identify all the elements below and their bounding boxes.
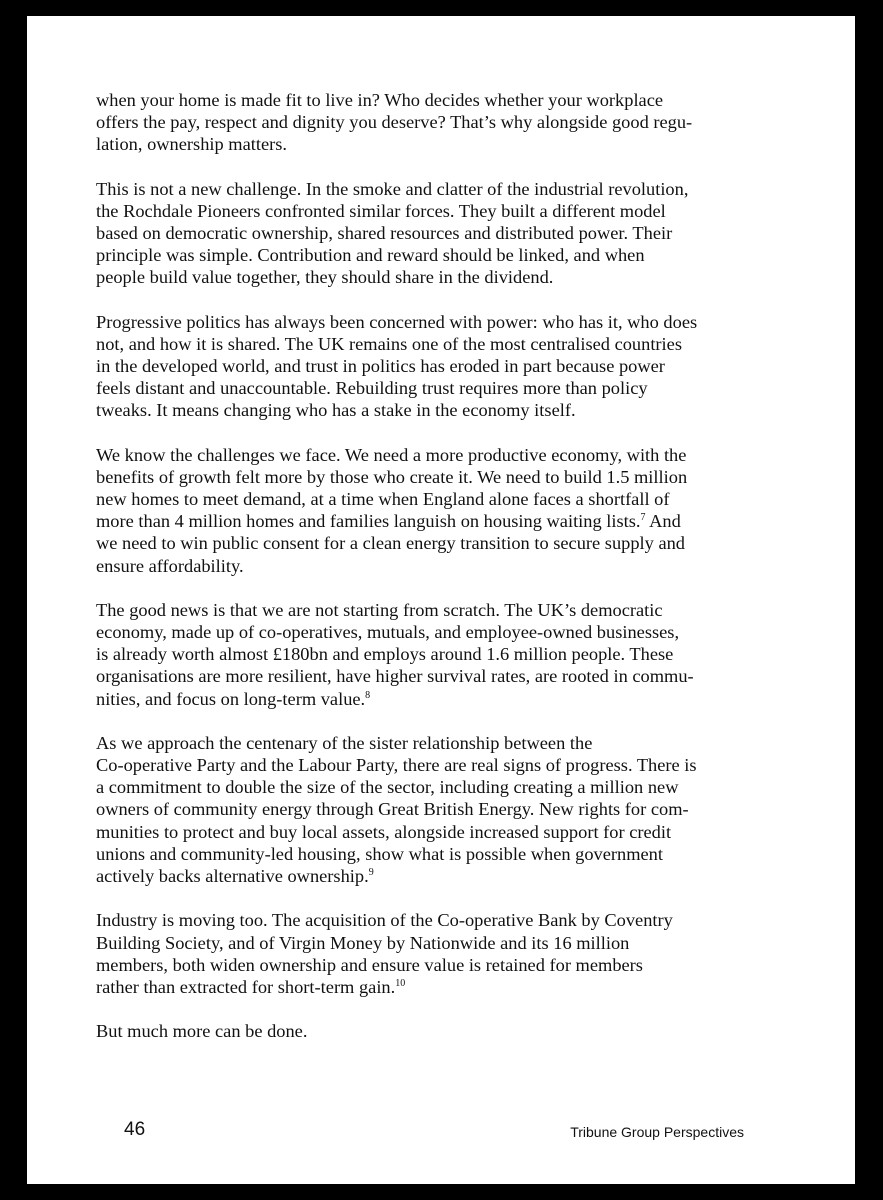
line-text: munities to protect and buy local assets, alongside increased support for credit	[96, 821, 672, 842]
line-text: new homes to meet demand, at a time when England alone faces a shortfall of	[96, 489, 670, 510]
text-line	[96, 843, 751, 865]
text-line	[96, 555, 751, 577]
text-line	[96, 510, 751, 532]
text-line	[96, 399, 751, 421]
line-text: Building Society, and of Virgin Money by Nationwide and its 16 million	[96, 932, 630, 953]
line-text: actively backs alternative ownership.	[96, 866, 369, 887]
line-text: nities, and focus on long-term value.	[96, 688, 366, 709]
text-line	[96, 266, 751, 288]
line-text: As we approach the centenary of the sister relationship between the	[96, 732, 593, 753]
text-line	[96, 133, 751, 155]
body-text	[96, 89, 751, 1064]
text-line	[96, 355, 751, 377]
text-line	[96, 311, 751, 333]
line-text: unions and community-led housing, show what is possible when government	[96, 843, 663, 864]
text-line	[96, 954, 751, 976]
text-line	[96, 865, 751, 887]
text-line	[96, 665, 751, 687]
line-text: when your home is made fit to live in? Who decides whether your workplace	[96, 90, 664, 110]
page-number: 46	[124, 1119, 146, 1140]
paragraph	[96, 311, 751, 422]
text-line	[96, 754, 751, 776]
line-text: Industry is moving too. The acquisition of the Co-operative Bank by Coventry	[96, 910, 673, 931]
line-text: principle was simple. Contribution and reward should be linked, and when	[96, 245, 645, 266]
text-line	[96, 488, 751, 510]
line-text: We know the challenges we face. We need a more productive economy, with the	[96, 444, 687, 465]
line-text-continued: And	[645, 511, 681, 532]
line-text: owners of community energy through Great British Energy. New rights for com-	[96, 799, 689, 820]
line-text: the Rochdale Pioneers confronted similar forces. They built a different model	[96, 200, 666, 221]
text-line	[96, 599, 751, 621]
text-line	[96, 909, 751, 931]
line-text: rather than extracted for short-term gain.	[96, 976, 396, 997]
line-text: feels distant and unaccountable. Rebuilding trust requires more than policy	[96, 378, 648, 399]
text-line	[96, 89, 751, 111]
footnote-marker: 9	[368, 866, 374, 878]
footnote-marker: 10	[395, 977, 406, 989]
text-line	[96, 222, 751, 244]
line-text: The good news is that we are not starting from scratch. The UK’s democratic	[96, 599, 663, 620]
text-line	[96, 621, 751, 643]
paragraph	[96, 1020, 751, 1042]
text-line	[96, 976, 751, 998]
footnote-marker: 7	[640, 512, 646, 524]
line-text: But much more can be done.	[96, 1021, 308, 1042]
line-text: in the developed world, and trust in politics has eroded in part because power	[96, 356, 665, 377]
text-line	[96, 377, 751, 399]
line-text: a commitment to double the size of the sector, including creating a million new	[96, 777, 679, 798]
text-line	[96, 200, 751, 222]
paragraph	[96, 89, 751, 156]
line-text: tweaks. It means changing who has a stake in the economy itself.	[96, 400, 576, 421]
text-line	[96, 688, 751, 710]
text-line	[96, 821, 751, 843]
line-text: based on democratic ownership, shared resources and distributed power. Their	[96, 223, 673, 244]
text-line	[96, 1020, 751, 1042]
line-text: members, both widen ownership and ensure value is retained for members	[96, 954, 643, 975]
line-text: Co-operative Party and the Labour Party, there are real signs of progress. There is	[96, 755, 697, 776]
text-line	[96, 643, 751, 665]
line-text: lation, ownership matters.	[96, 134, 288, 155]
paragraph	[96, 444, 751, 577]
text-line	[96, 932, 751, 954]
text-line	[96, 532, 751, 554]
paragraph	[96, 178, 751, 289]
line-text: people build value together, they should share in the dividend.	[96, 267, 554, 288]
text-line	[96, 178, 751, 200]
publication-name: Tribune Group Perspectives	[570, 1124, 744, 1140]
text-line	[96, 444, 751, 466]
text-line	[96, 798, 751, 820]
line-text: This is not a new challenge. In the smoke and clatter of the industrial revolution,	[96, 178, 689, 199]
text-line	[96, 776, 751, 798]
text-line	[96, 111, 751, 133]
text-line	[96, 732, 751, 754]
line-text: Progressive politics has always been concerned with power: who has it, who does	[96, 311, 698, 332]
text-line	[96, 466, 751, 488]
paragraph	[96, 599, 751, 710]
footnote-marker: 8	[365, 689, 371, 701]
paragraph	[96, 909, 751, 998]
line-text: offers the pay, respect and dignity you deserve? That’s why alongside good regu-	[96, 112, 693, 133]
document-page	[27, 16, 855, 1184]
line-text: not, and how it is shared. The UK remains one of the most centralised countries	[96, 333, 682, 354]
line-text: is already worth almost £180bn and employs around 1.6 million people. These	[96, 644, 674, 665]
line-text: ensure affordability.	[96, 555, 244, 576]
line-text: more than 4 million homes and families languish on housing waiting lists.	[96, 511, 641, 532]
line-text: organisations are more resilient, have higher survival rates, are rooted in commu-	[96, 666, 694, 687]
line-text: we need to win public consent for a clean energy transition to secure supply and	[96, 533, 686, 554]
paragraph	[96, 732, 751, 887]
text-line	[96, 333, 751, 355]
line-text: economy, made up of co-operatives, mutuals, and employee-owned businesses,	[96, 622, 680, 643]
text-line	[96, 244, 751, 266]
line-text: benefits of growth felt more by those who create it. We need to build 1.5 million	[96, 466, 688, 487]
